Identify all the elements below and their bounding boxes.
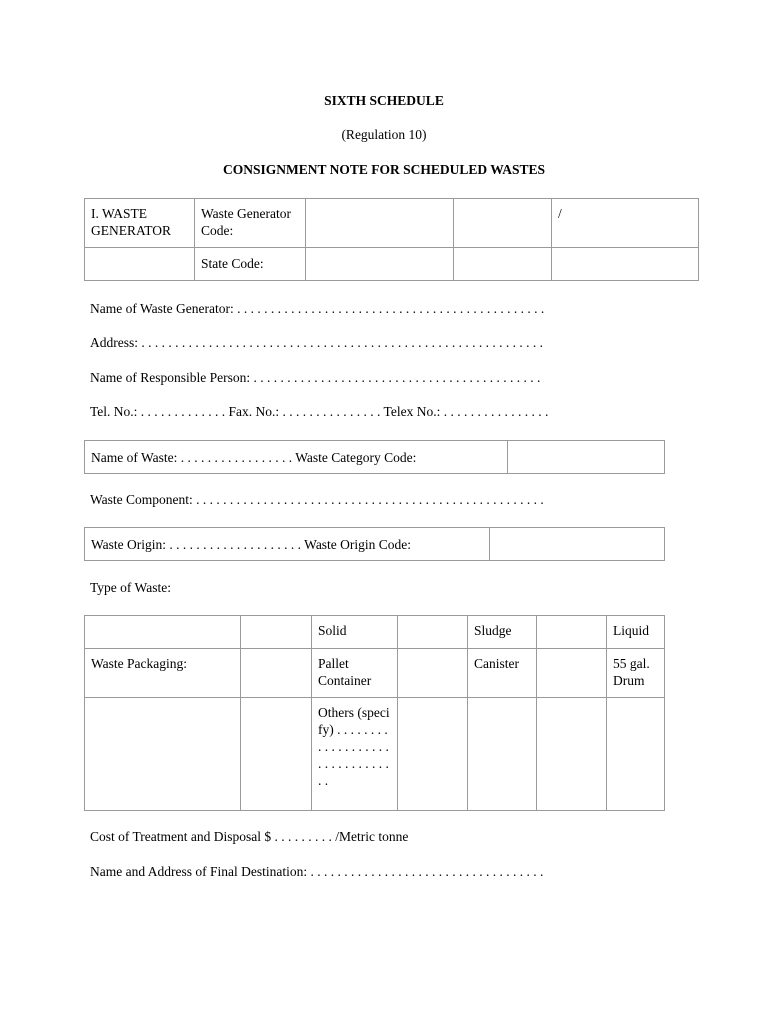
waste-type-table bbox=[84, 615, 665, 811]
contact-numbers-field[interactable]: Tel. No.: . . . . . . . . . . . . . Fax. No.: . . . . . . . . . . . . . . . Telex No.: . . . . . . . . . . . . . . . . bbox=[90, 404, 549, 419]
generator-code-cell-2[interactable] bbox=[454, 199, 552, 248]
waste-name-box bbox=[84, 440, 665, 474]
type-of-waste-label: Type of Waste: bbox=[90, 580, 171, 595]
others-blank-cell-5 bbox=[607, 698, 665, 811]
waste-origin-field[interactable]: Waste Origin: . . . . . . . . . . . . . . . . . . . . Waste Origin Code: bbox=[85, 528, 490, 561]
type-blank-cell-2 bbox=[241, 616, 312, 649]
canister-label: Canister bbox=[468, 649, 537, 698]
solid-checkbox-cell[interactable] bbox=[398, 616, 468, 649]
waste-origin-code-cell[interactable] bbox=[490, 528, 665, 561]
generator-code-separator[interactable]: / bbox=[552, 199, 699, 248]
others-blank-cell-4 bbox=[537, 698, 607, 811]
state-code-cell-1[interactable] bbox=[306, 248, 454, 281]
state-code-label: State Code: bbox=[195, 248, 306, 281]
waste-origin-box bbox=[84, 527, 665, 561]
waste-generator-code-label: Waste Generator Code: bbox=[195, 199, 306, 248]
sludge-label: Sludge bbox=[468, 616, 537, 649]
regulation-reference: (Regulation 10) bbox=[341, 127, 427, 142]
others-specify-field[interactable]: Others (specify) . . . . . . . . . . . . . . . . . . . . . . . . . . . . . . . . bbox=[312, 698, 398, 811]
address-field[interactable]: Address: . . . . . . . . . . . . . . . . . . . . . . . . . . . . . . . . . . . . . . . . . . . . . . . . . . . . . . . . . . . . bbox=[90, 335, 543, 350]
packaging-blank-cell bbox=[241, 649, 312, 698]
waste-name-field[interactable]: Name of Waste: . . . . . . . . . . . . . . . . . Waste Category Code: bbox=[85, 441, 508, 474]
sludge-checkbox-cell[interactable] bbox=[537, 616, 607, 649]
others-blank-cell-2 bbox=[241, 698, 312, 811]
waste-generator-section-label: I. WASTE GENERATOR bbox=[85, 199, 195, 248]
generator-code-cell-1[interactable] bbox=[306, 199, 454, 248]
drum-label: 55 gal. Drum bbox=[607, 649, 665, 698]
form-subtitle: CONSIGNMENT NOTE FOR SCHEDULED WASTES bbox=[222, 162, 546, 177]
final-destination-field[interactable]: Name and Address of Final Destination: . . . . . . . . . . . . . . . . . . . . . . . . . . . . . . . . . . . bbox=[90, 864, 544, 879]
liquid-label: Liquid bbox=[607, 616, 665, 649]
treatment-cost-field[interactable]: Cost of Treatment and Disposal $ . . . . . . . . . /Metric tonne bbox=[90, 829, 409, 844]
others-blank-cell-3 bbox=[468, 698, 537, 811]
waste-generator-name-field[interactable]: Name of Waste Generator: . . . . . . . . . . . . . . . . . . . . . . . . . . . . . . . . . . . . . . . . . . . . . . bbox=[90, 301, 545, 316]
others-checkbox-cell[interactable] bbox=[398, 698, 468, 811]
canister-checkbox-cell[interactable] bbox=[537, 649, 607, 698]
type-blank-cell-1 bbox=[85, 616, 241, 649]
state-code-cell-2[interactable] bbox=[454, 248, 552, 281]
generator-code-table bbox=[84, 198, 699, 281]
responsible-person-field[interactable]: Name of Responsible Person: . . . . . . . . . . . . . . . . . . . . . . . . . . . . . . . . . . . . . . . . . . . bbox=[90, 370, 541, 385]
waste-category-code-cell[interactable] bbox=[508, 441, 665, 474]
solid-label: Solid bbox=[312, 616, 398, 649]
schedule-title: SIXTH SCHEDULE bbox=[324, 93, 444, 108]
state-code-cell-3[interactable] bbox=[552, 248, 699, 281]
empty-label-cell bbox=[85, 248, 195, 281]
pallet-container-label: Pallet Container bbox=[312, 649, 398, 698]
others-blank-cell-1 bbox=[85, 698, 241, 811]
waste-packaging-label: Waste Packaging: bbox=[85, 649, 241, 698]
pallet-checkbox-cell[interactable] bbox=[398, 649, 468, 698]
waste-component-field[interactable]: Waste Component: . . . . . . . . . . . . . . . . . . . . . . . . . . . . . . . . . . . . . . . . . . . . . . . . . . . . bbox=[90, 492, 544, 507]
